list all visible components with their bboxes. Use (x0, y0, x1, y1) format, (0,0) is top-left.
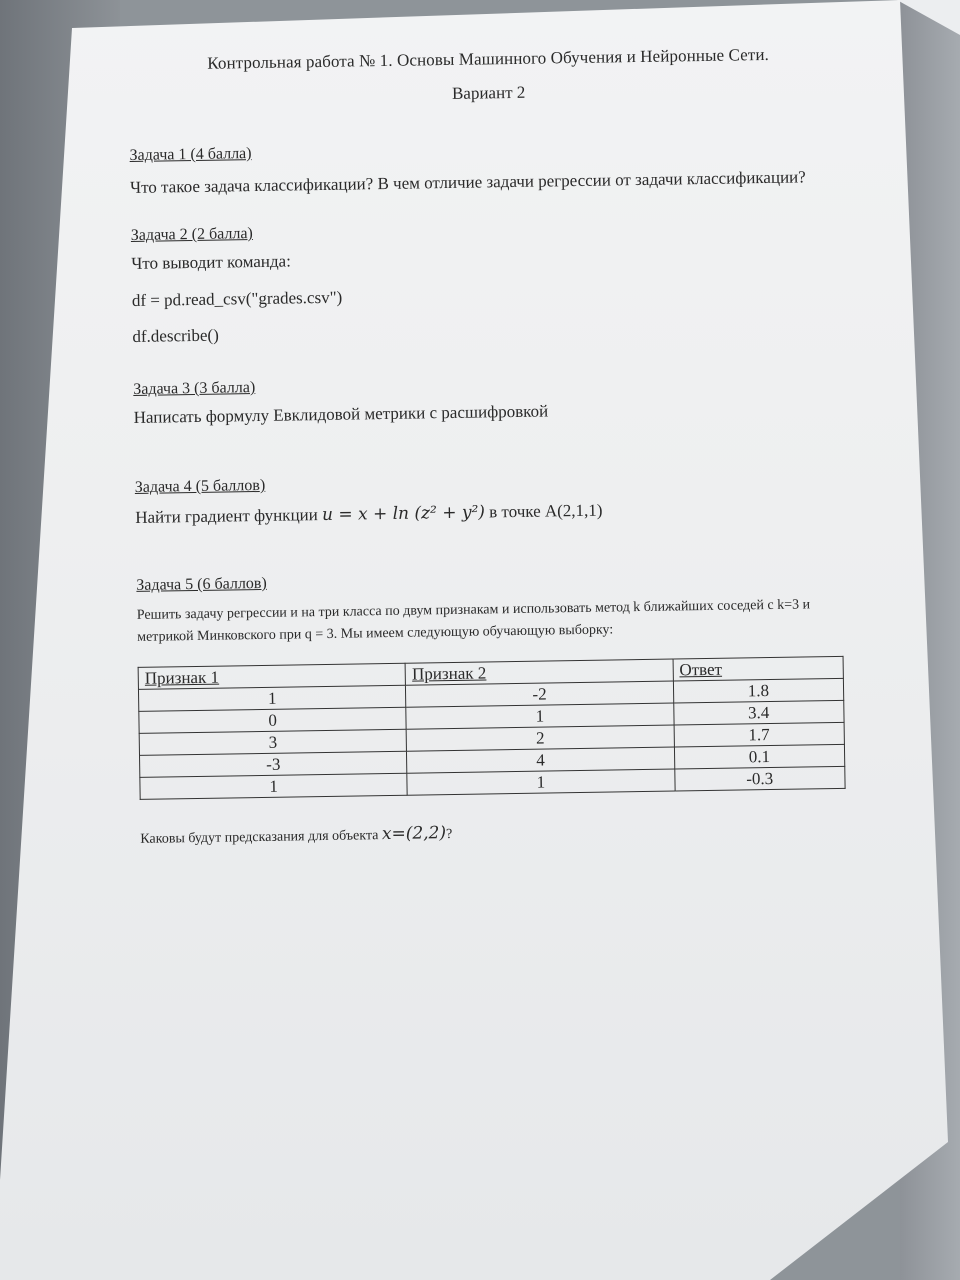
task-4-heading: Задача 4 (5 баллов) (134, 476, 266, 496)
task-5-text: Решить задачу регрессии и на три класса по двум признакам и использовать метод k ближайших соседей с k=3 и метрикой Минковского при q = 3. Мы имеем следующую обучающую выборку: (136, 597, 811, 645)
task-2 (131, 216, 853, 355)
table-cell: 0.1 (674, 744, 845, 769)
exam-page (128, 44, 860, 848)
table-cell: 1.8 (673, 678, 844, 703)
table-cell: 1 (407, 769, 675, 795)
table-cell: 3 (139, 729, 407, 755)
task-5-question-formula: x=(2,2) (381, 823, 447, 845)
task-1-heading: Задача 1 (4 балла) (129, 145, 252, 164)
task-4 (135, 468, 856, 537)
table-cell: -0.3 (674, 766, 845, 791)
task-2-text: Что выводит команда: (131, 251, 291, 273)
task-4-text-after: в точке A(2,1,1) (489, 500, 603, 522)
task-2-heading: Задача 2 (2 балла) (130, 225, 253, 244)
table-cell: 1 (406, 703, 674, 729)
table-cell: 4 (407, 747, 675, 773)
task-3-heading: Задача 3 (3 балла) (133, 379, 256, 398)
task-4-text-before: Найти градиент функции (135, 505, 318, 527)
task-4-formula: u = x + ln (z² + y²) (321, 502, 486, 526)
variant-label: Вариант 2 (451, 82, 526, 103)
table-cell: -2 (406, 681, 674, 707)
table-cell: 3.4 (673, 700, 844, 725)
task-5 (136, 566, 860, 848)
table-cell: 1.7 (674, 722, 845, 747)
table-cell: 2 (406, 725, 674, 751)
task-2-code-line-1: df = pd.read_csv("grades.csv") (131, 287, 343, 310)
task-5-heading: Задача 5 (6 баллов) (136, 574, 267, 594)
task-5-question-after: ? (445, 827, 453, 843)
task-2-code-line-2: df.describe() (132, 325, 219, 346)
table-cell: 1 (138, 685, 406, 711)
table-header-cell: Признак 1 (138, 663, 406, 689)
task-1-text: Что такое задача классификации? В чем отличие задачи регрессии от задачи классификации? (129, 167, 806, 197)
task-1 (129, 136, 850, 207)
table-cell: 0 (139, 707, 407, 733)
page-title: Контрольная работа № 1. Основы Машинного Обучения и Нейронные Сети. (207, 44, 770, 73)
table-header-cell: Ответ (673, 656, 844, 681)
table-cell: -3 (140, 751, 408, 777)
task-3 (133, 370, 854, 437)
task-5-question-before: Каковы будут предсказания для объекта (140, 828, 379, 847)
task-3-text: Написать формулу Евклидовой метрики с расшифровкой (133, 401, 549, 427)
table-cell: 1 (140, 773, 408, 799)
training-table (138, 656, 846, 800)
table-header-cell: Признак 2 (405, 659, 673, 685)
